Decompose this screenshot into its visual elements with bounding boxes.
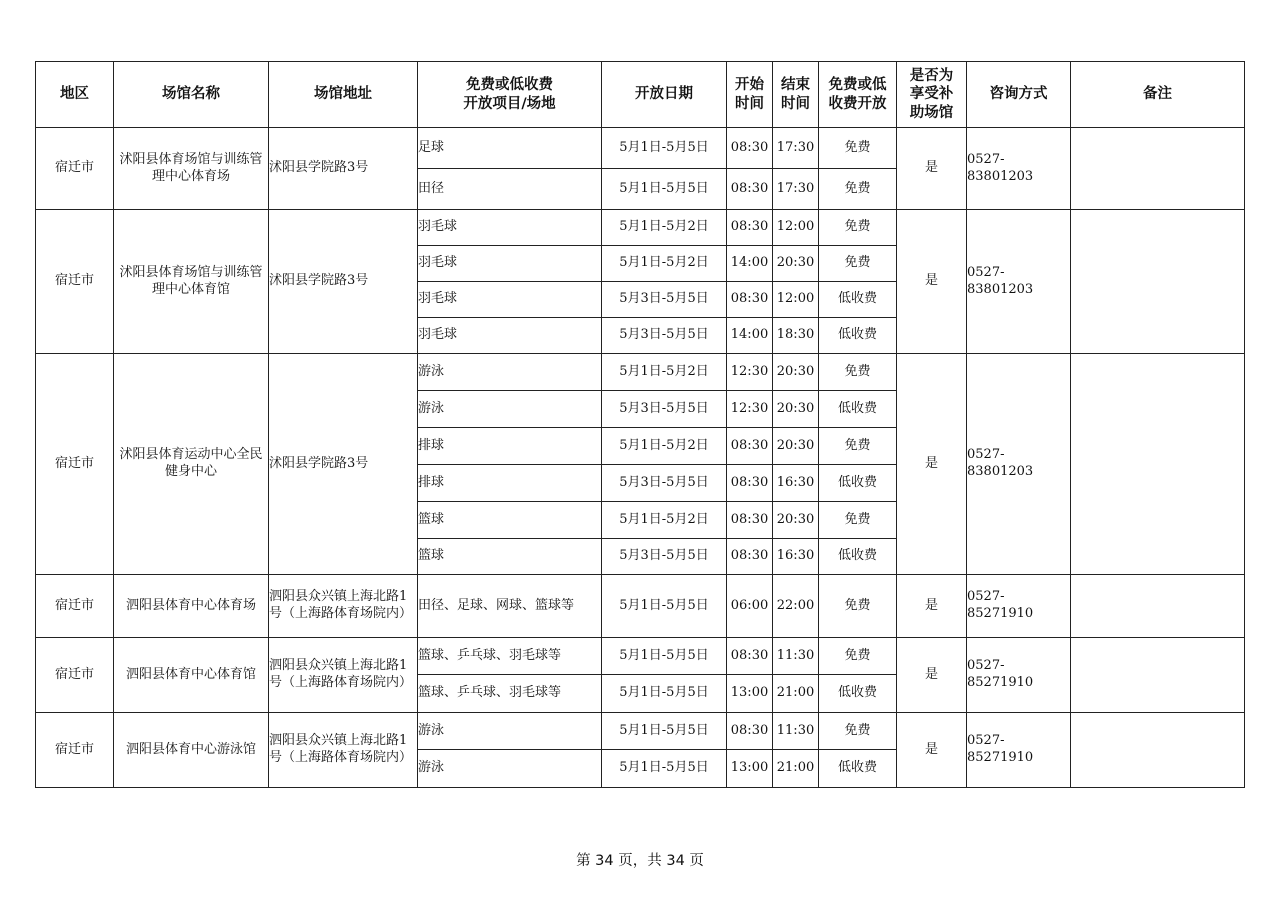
start-time-cell: 08:30	[727, 465, 773, 502]
start-time-cell: 08:30	[727, 713, 773, 750]
contact-cell: 0527-85271910	[967, 713, 1071, 788]
end-time-cell: 20:30	[773, 246, 819, 282]
subsidy-cell: 是	[897, 210, 967, 354]
subsidy-cell: 是	[897, 638, 967, 713]
end-time-cell: 17:30	[773, 128, 819, 169]
fee-type-cell: 低收费	[819, 539, 897, 575]
remark-cell	[1071, 128, 1245, 210]
venue-name-cell: 泗阳县体育中心体育场	[114, 575, 269, 638]
fee-type-cell: 低收费	[819, 675, 897, 713]
region-cell: 宿迁市	[36, 638, 114, 713]
fee-type-cell: 低收费	[819, 318, 897, 354]
subsidy-cell: 是	[897, 354, 967, 575]
fee-type-cell: 低收费	[819, 282, 897, 318]
table-row	[36, 210, 1245, 246]
open-date-cell: 5月3日-5月5日	[602, 282, 727, 318]
end-time-cell: 20:30	[773, 391, 819, 428]
start-time-cell: 08:30	[727, 128, 773, 169]
end-time-cell: 21:00	[773, 750, 819, 788]
remark-cell	[1071, 575, 1245, 638]
fee-type-cell: 免费	[819, 575, 897, 638]
project-cell: 田径	[418, 169, 602, 210]
open-date-cell: 5月1日-5月2日	[602, 354, 727, 391]
start-time-cell: 08:30	[727, 428, 773, 465]
header-remark: 备注	[1071, 62, 1245, 128]
region-cell: 宿迁市	[36, 575, 114, 638]
fee-type-cell: 免费	[819, 713, 897, 750]
start-time-cell: 14:00	[727, 318, 773, 354]
end-time-cell: 20:30	[773, 428, 819, 465]
project-cell: 排球	[418, 465, 602, 502]
page-footer: 第 34 页，共 34 页	[576, 853, 704, 869]
venue-address-cell: 沭阳县学院路3号	[269, 128, 418, 210]
end-time-cell: 16:30	[773, 465, 819, 502]
venue-address-cell: 沭阳县学院路3号	[269, 354, 418, 575]
start-time-cell: 08:30	[727, 539, 773, 575]
fee-type-cell: 免费	[819, 638, 897, 675]
start-time-cell: 08:30	[727, 502, 773, 539]
open-date-cell: 5月1日-5月2日	[602, 210, 727, 246]
remark-cell	[1071, 210, 1245, 354]
remark-cell	[1071, 638, 1245, 713]
project-cell: 篮球	[418, 502, 602, 539]
project-cell: 足球	[418, 128, 602, 169]
venue-address-cell: 泗阳县众兴镇上海北路1号（上海路体育场院内）	[269, 575, 418, 638]
contact-cell: 0527-85271910	[967, 638, 1071, 713]
contact-cell: 0527-83801203	[967, 354, 1071, 575]
region-cell: 宿迁市	[36, 128, 114, 210]
region-cell: 宿迁市	[36, 210, 114, 354]
project-cell: 游泳	[418, 354, 602, 391]
end-time-cell: 12:00	[773, 282, 819, 318]
open-date-cell: 5月1日-5月5日	[602, 638, 727, 675]
venue-address-cell: 泗阳县众兴镇上海北路1号（上海路体育场院内）	[269, 713, 418, 788]
project-cell: 游泳	[418, 391, 602, 428]
open-date-cell: 5月1日-5月2日	[602, 246, 727, 282]
venue-schedule-table	[35, 61, 1245, 788]
header-project: 免费或低收费 开放项目/场地	[418, 62, 602, 128]
table-row	[36, 128, 1245, 169]
header-venue-address: 场馆地址	[269, 62, 418, 128]
project-cell: 游泳	[418, 750, 602, 788]
project-cell: 篮球、乒乓球、羽毛球等	[418, 638, 602, 675]
venue-address-cell: 泗阳县众兴镇上海北路1号（上海路体育场院内）	[269, 638, 418, 713]
fee-type-cell: 免费	[819, 428, 897, 465]
project-cell: 羽毛球	[418, 318, 602, 354]
region-cell: 宿迁市	[36, 713, 114, 788]
end-time-cell: 20:30	[773, 354, 819, 391]
venue-name-cell: 沭阳县体育场馆与训练管理中心体育馆	[114, 210, 269, 354]
header-region: 地区	[36, 62, 114, 128]
header-venue-name: 场馆名称	[114, 62, 269, 128]
start-time-cell: 08:30	[727, 638, 773, 675]
start-time-cell: 12:30	[727, 391, 773, 428]
remark-cell	[1071, 713, 1245, 788]
project-cell: 篮球	[418, 539, 602, 575]
fee-type-cell: 免费	[819, 210, 897, 246]
end-time-cell: 11:30	[773, 638, 819, 675]
project-cell: 排球	[418, 428, 602, 465]
fee-type-cell: 免费	[819, 169, 897, 210]
start-time-cell: 06:00	[727, 575, 773, 638]
project-cell: 游泳	[418, 713, 602, 750]
open-date-cell: 5月1日-5月5日	[602, 675, 727, 713]
subsidy-cell: 是	[897, 713, 967, 788]
remark-cell	[1071, 354, 1245, 575]
subsidy-cell: 是	[897, 575, 967, 638]
start-time-cell: 12:30	[727, 354, 773, 391]
header-row	[36, 62, 1245, 128]
open-date-cell: 5月1日-5月5日	[602, 750, 727, 788]
start-time-cell: 14:00	[727, 246, 773, 282]
table-row	[36, 575, 1245, 638]
contact-cell: 0527-83801203	[967, 210, 1071, 354]
end-time-cell: 17:30	[773, 169, 819, 210]
venue-address-cell: 沭阳县学院路3号	[269, 210, 418, 354]
open-date-cell: 5月1日-5月2日	[602, 502, 727, 539]
open-date-cell: 5月3日-5月5日	[602, 539, 727, 575]
header-contact: 咨询方式	[967, 62, 1071, 128]
start-time-cell: 08:30	[727, 169, 773, 210]
start-time-cell: 13:00	[727, 750, 773, 788]
subsidy-cell: 是	[897, 128, 967, 210]
region-cell: 宿迁市	[36, 354, 114, 575]
end-time-cell: 12:00	[773, 210, 819, 246]
project-cell: 篮球、乒乓球、羽毛球等	[418, 675, 602, 713]
header-fee-type: 免费或低 收费开放	[819, 62, 897, 128]
open-date-cell: 5月3日-5月5日	[602, 391, 727, 428]
start-time-cell: 13:00	[727, 675, 773, 713]
table-row	[36, 713, 1245, 750]
header-start-time: 开始 时间	[727, 62, 773, 128]
open-date-cell: 5月3日-5月5日	[602, 318, 727, 354]
end-time-cell: 18:30	[773, 318, 819, 354]
end-time-cell: 11:30	[773, 713, 819, 750]
project-cell: 羽毛球	[418, 210, 602, 246]
fee-type-cell: 免费	[819, 246, 897, 282]
open-date-cell: 5月3日-5月5日	[602, 465, 727, 502]
start-time-cell: 08:30	[727, 282, 773, 318]
project-cell: 羽毛球	[418, 246, 602, 282]
fee-type-cell: 低收费	[819, 750, 897, 788]
start-time-cell: 08:30	[727, 210, 773, 246]
fee-type-cell: 低收费	[819, 391, 897, 428]
project-cell: 羽毛球	[418, 282, 602, 318]
table-row	[36, 638, 1245, 675]
open-date-cell: 5月1日-5月5日	[602, 713, 727, 750]
fee-type-cell: 低收费	[819, 465, 897, 502]
fee-type-cell: 免费	[819, 128, 897, 169]
end-time-cell: 22:00	[773, 575, 819, 638]
open-date-cell: 5月1日-5月5日	[602, 169, 727, 210]
end-time-cell: 20:30	[773, 502, 819, 539]
open-date-cell: 5月1日-5月2日	[602, 428, 727, 465]
venue-name-cell: 泗阳县体育中心体育馆	[114, 638, 269, 713]
end-time-cell: 21:00	[773, 675, 819, 713]
table-row	[36, 354, 1245, 391]
end-time-cell: 16:30	[773, 539, 819, 575]
header-open-date: 开放日期	[602, 62, 727, 128]
venue-name-cell: 沭阳县体育场馆与训练管理中心体育场	[114, 128, 269, 210]
venue-name-cell: 泗阳县体育中心游泳馆	[114, 713, 269, 788]
open-date-cell: 5月1日-5月5日	[602, 128, 727, 169]
fee-type-cell: 免费	[819, 502, 897, 539]
fee-type-cell: 免费	[819, 354, 897, 391]
header-subsidy: 是否为 享受补 助场馆	[897, 62, 967, 128]
project-cell: 田径、足球、网球、篮球等	[418, 575, 602, 638]
venue-name-cell: 沭阳县体育运动中心全民健身中心	[114, 354, 269, 575]
header-end-time: 结束 时间	[773, 62, 819, 128]
contact-cell: 0527-85271910	[967, 575, 1071, 638]
contact-cell: 0527-83801203	[967, 128, 1071, 210]
open-date-cell: 5月1日-5月5日	[602, 575, 727, 638]
